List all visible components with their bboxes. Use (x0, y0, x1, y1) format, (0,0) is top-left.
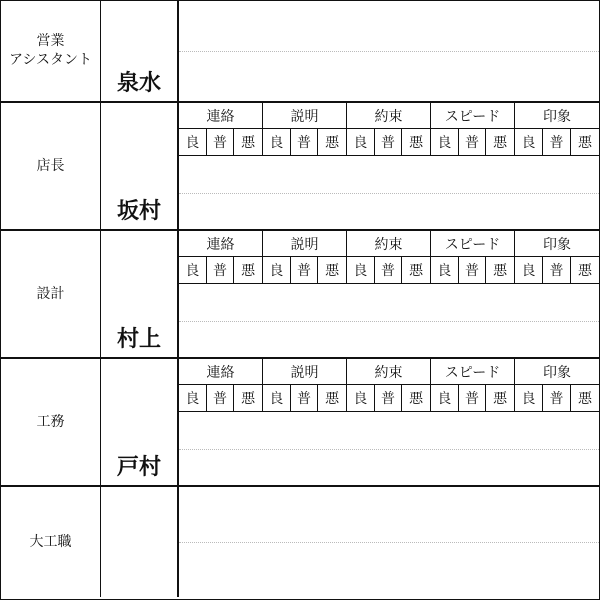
rating-options (347, 129, 430, 155)
category-label: 連絡 (179, 103, 262, 129)
category-label: 説明 (263, 359, 346, 385)
rating-category (431, 231, 515, 283)
rating-option[interactable]: 良 (263, 257, 291, 283)
rating-option[interactable]: 良 (347, 129, 375, 155)
category-label: 説明 (263, 103, 346, 129)
rating-category (179, 231, 263, 283)
rating-option[interactable]: 悪 (578, 391, 592, 407)
staff-name: 泉水 (101, 1, 179, 101)
role-label: 設計 (1, 231, 101, 357)
rating-option[interactable]: 普 (375, 257, 403, 283)
rating-option[interactable]: 普 (459, 257, 487, 283)
rating-option[interactable]: 普 (291, 385, 319, 411)
rating-option[interactable]: 悪 (241, 135, 256, 151)
rating-options (263, 129, 346, 155)
rating-option[interactable]: 良 (515, 257, 543, 283)
rating-options (179, 129, 262, 155)
rating-options (515, 385, 599, 411)
category-label: 説明 (263, 231, 346, 257)
form-row (1, 1, 599, 103)
rating-options (347, 385, 430, 411)
role-label: 営業 アシスタント (1, 1, 101, 101)
rating-option[interactable]: 普 (543, 129, 571, 155)
rating-option[interactable]: 悪 (409, 263, 424, 279)
rating-options (263, 385, 346, 411)
category-label: 連絡 (179, 231, 262, 257)
category-label: 連絡 (179, 359, 262, 385)
comment-area[interactable] (179, 1, 599, 101)
rating-option[interactable]: 悪 (493, 391, 508, 407)
rating-options (179, 257, 262, 283)
rating-option[interactable]: 悪 (325, 391, 340, 407)
comment-area[interactable] (179, 412, 599, 485)
rating-options (431, 129, 514, 155)
rating-option[interactable]: 良 (263, 129, 291, 155)
rating-category (347, 103, 431, 155)
comment-area[interactable] (179, 284, 599, 357)
rating-option[interactable]: 良 (347, 385, 375, 411)
staff-name: 戸村 (101, 359, 179, 485)
rating-grid (179, 103, 599, 156)
rating-option[interactable]: 良 (179, 257, 207, 283)
comment-line (179, 156, 599, 194)
rating-category (431, 103, 515, 155)
rating-options (515, 257, 599, 283)
rating-option[interactable]: 悪 (578, 263, 592, 279)
form-row (1, 359, 599, 487)
rating-options (347, 257, 430, 283)
rating-option[interactable]: 普 (207, 129, 235, 155)
role-label: 店長 (1, 103, 101, 229)
rating-options (179, 385, 262, 411)
rating-option[interactable]: 普 (375, 129, 403, 155)
rating-option[interactable]: 悪 (409, 135, 424, 151)
rating-option[interactable]: 良 (431, 129, 459, 155)
rating-option[interactable]: 悪 (493, 135, 508, 151)
category-label: 印象 (515, 231, 599, 257)
role-label: 大工職 (1, 487, 101, 597)
rating-option[interactable]: 普 (459, 129, 487, 155)
rating-options (431, 385, 514, 411)
rating-category (431, 359, 515, 411)
rating-option[interactable]: 悪 (241, 263, 256, 279)
rating-option[interactable]: 普 (291, 129, 319, 155)
rating-option[interactable]: 悪 (409, 391, 424, 407)
rating-option[interactable]: 悪 (325, 263, 340, 279)
rating-options (431, 257, 514, 283)
rating-category (515, 231, 599, 283)
comment-area[interactable] (179, 487, 599, 597)
category-label: 印象 (515, 103, 599, 129)
rating-option[interactable]: 悪 (578, 135, 592, 151)
rating-options (515, 129, 599, 155)
rating-option[interactable]: 普 (207, 385, 235, 411)
comment-area[interactable] (179, 156, 599, 229)
rating-grid (179, 231, 599, 284)
rating-option[interactable]: 普 (543, 385, 571, 411)
row-body (179, 359, 599, 485)
rating-option[interactable]: 良 (263, 385, 291, 411)
rating-option[interactable]: 良 (431, 385, 459, 411)
rating-category (263, 103, 347, 155)
rating-grid (179, 359, 599, 412)
rating-category (515, 359, 599, 411)
rating-option[interactable]: 悪 (325, 135, 340, 151)
rating-category (179, 359, 263, 411)
rating-option[interactable]: 良 (347, 257, 375, 283)
category-label: スピード (431, 231, 514, 257)
form-row (1, 231, 599, 359)
rating-option[interactable]: 良 (179, 385, 207, 411)
rating-option[interactable]: 普 (207, 257, 235, 283)
rating-category (263, 359, 347, 411)
category-label: 印象 (515, 359, 599, 385)
role-label: 工務 (1, 359, 101, 485)
rating-option[interactable]: 良 (515, 385, 543, 411)
staff-name: 村上 (101, 231, 179, 357)
rating-category (179, 103, 263, 155)
category-label: スピード (431, 103, 514, 129)
category-label: スピード (431, 359, 514, 385)
staff-name (101, 487, 179, 597)
rating-option[interactable]: 悪 (493, 263, 508, 279)
rating-category (263, 231, 347, 283)
category-label: 約束 (347, 103, 430, 129)
row-body (179, 231, 599, 357)
form-row (1, 487, 599, 597)
row-body (179, 1, 599, 101)
rating-option[interactable]: 普 (459, 385, 487, 411)
category-label: 約束 (347, 231, 430, 257)
rating-option[interactable]: 良 (515, 129, 543, 155)
rating-option[interactable]: 良 (179, 129, 207, 155)
form-row (1, 103, 599, 231)
rating-option[interactable]: 普 (291, 257, 319, 283)
rating-option[interactable]: 普 (375, 385, 403, 411)
row-body (179, 103, 599, 229)
comment-line (179, 487, 599, 543)
comment-line (179, 1, 599, 52)
row-body (179, 487, 599, 597)
comment-line (179, 412, 599, 450)
rating-options (263, 257, 346, 283)
rating-option[interactable]: 悪 (241, 391, 256, 407)
rating-option[interactable]: 良 (431, 257, 459, 283)
rating-category (347, 359, 431, 411)
comment-line (179, 284, 599, 322)
staff-name: 坂村 (101, 103, 179, 229)
rating-category (347, 231, 431, 283)
rating-category (515, 103, 599, 155)
category-label: 約束 (347, 359, 430, 385)
rating-option[interactable]: 普 (543, 257, 571, 283)
